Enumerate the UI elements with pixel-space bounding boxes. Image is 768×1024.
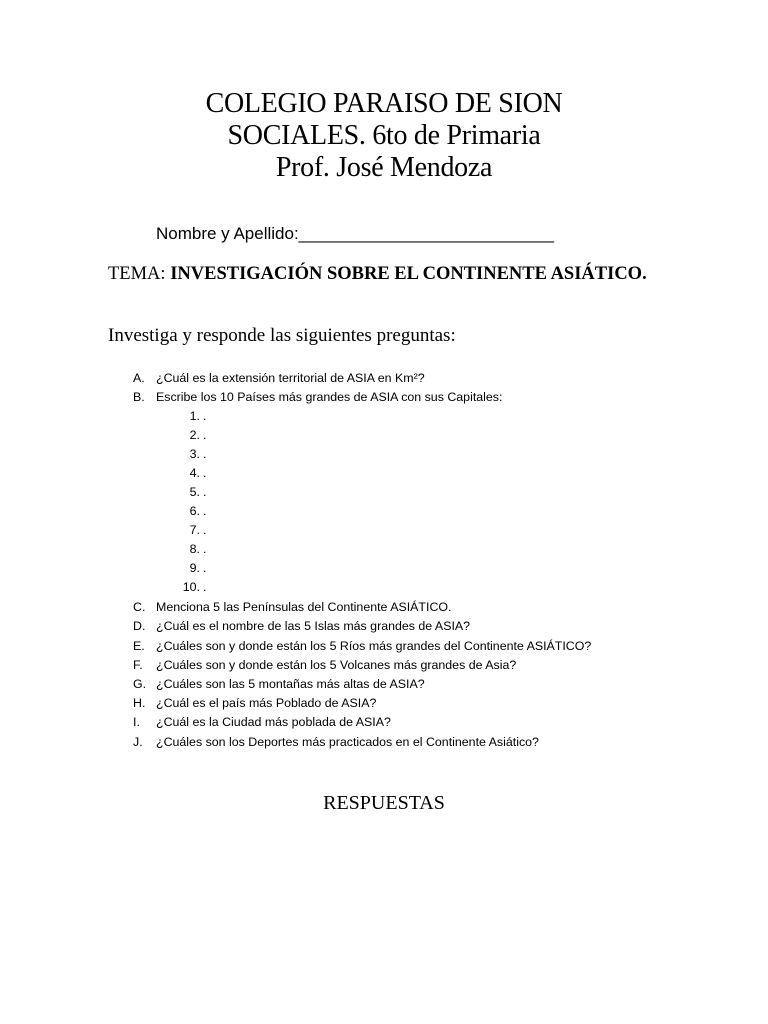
question-text: Menciona 5 las Penínsulas del Continente ASIÁTICO. [156, 600, 452, 614]
question-text: ¿Cuáles son y donde están los 5 Volcanes más grandes de Asia? [156, 658, 517, 672]
instruction-text: Investiga y responde las siguientes preguntas: [108, 325, 456, 346]
country-number: 4. [189, 466, 200, 480]
country-entry: . [203, 523, 207, 537]
question-text: Escribe los 10 Países más grandes de ASIA con sus Capitales: [156, 390, 503, 404]
question-letter: I. [133, 715, 140, 729]
question-letter: D. [133, 619, 146, 633]
country-number: 6. [189, 504, 200, 518]
country-entry: . [203, 485, 207, 499]
country-entry: . [203, 580, 207, 594]
question-letter: E. [133, 639, 145, 653]
question-letter: C. [133, 600, 146, 614]
country-entry: . [203, 561, 207, 575]
question-letter: J. [133, 735, 143, 749]
question-text: ¿Cuál es el país más Poblado de ASIA? [156, 696, 377, 710]
country-entry: . [203, 504, 207, 518]
question-letter: F. [133, 658, 143, 672]
question-letter: A. [133, 371, 145, 385]
country-entry: . [203, 428, 207, 442]
question-text: ¿Cuál es la extensión territorial de ASIA en Km²? [156, 371, 425, 385]
question-text: ¿Cuáles son las 5 montañas más altas de ASIA? [156, 677, 425, 691]
country-number: 3. [189, 447, 200, 461]
question-text: ¿Cuáles son los Deportes más practicados en el Continente Asiático? [156, 735, 539, 749]
topic-prefix: TEMA: [108, 264, 171, 284]
answers-heading: RESPUESTAS [323, 792, 445, 814]
country-entry: . [203, 542, 207, 556]
country-number: 5. [189, 485, 200, 499]
school-name: COLEGIO PARAISO DE SION [205, 88, 563, 119]
country-number: 2. [189, 428, 200, 442]
question-text: ¿Cuál es el nombre de las 5 Islas más grandes de ASIA? [156, 619, 471, 633]
question-letter: G. [133, 677, 147, 691]
country-number: 9. [189, 561, 200, 575]
topic-title: INVESTIGACIÓN SOBRE EL CONTINENTE ASIÁTICO. [170, 264, 647, 284]
country-entry: . [203, 466, 207, 480]
question-letter: H. [133, 696, 146, 710]
country-number: 1. [189, 409, 200, 423]
country-number: 8. [189, 542, 200, 556]
student-name-field: Nombre y Apellido:___________________________ [156, 224, 554, 243]
country-entry: . [203, 409, 207, 423]
document-header [0, 88, 768, 184]
topic-heading [108, 262, 668, 286]
country-number: 10. [182, 580, 200, 594]
country-entry: . [203, 447, 207, 461]
country-number: 7. [189, 523, 200, 537]
question-text: ¿Cuál es la Ciudad más poblada de ASIA? [156, 715, 391, 729]
subject-grade: SOCIALES. 6to de Primaria [227, 120, 541, 151]
question-letter: B. [133, 390, 145, 404]
question-text: ¿Cuáles son y donde están los 5 Ríos más grandes del Continente ASIÁTICO? [156, 639, 592, 653]
teacher-name: Prof. José Mendoza [275, 152, 493, 183]
